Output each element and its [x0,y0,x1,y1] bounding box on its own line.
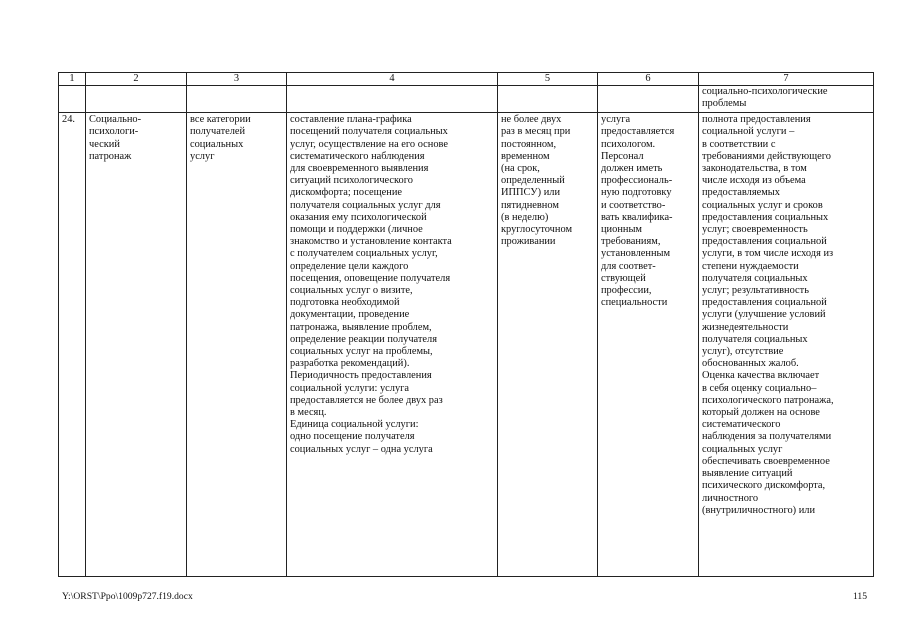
cell-text-line: услуг), отсутствие [702,346,784,358]
row-number-cell [59,113,86,577]
cell-text-line: помощи и поддержки (личное [290,224,423,236]
cell-text-line: Единица социальной услуги: [290,419,419,431]
cell-text-line: составление плана-графика [290,114,412,126]
cell-text-line: ствующей [601,272,646,284]
cell-text-line: услуг; своевременность [702,224,808,236]
cell-text-line: который должен на основе [702,407,820,419]
cell-text-line: разработка рекомендаций). [290,358,410,370]
column-number-5: 5 [498,73,598,86]
cell-text-line: социальных услуг на проблемы, [290,346,433,358]
footer-page-number: 115 [852,591,867,602]
cell-text-line: определение цели каждого [290,260,409,272]
cell-text-line: предоставления социальной [702,297,827,309]
cell-text-line: определение реакции получателя [290,333,438,345]
recipients-cell [187,113,287,577]
cell-text-line: ситуаций психологического [290,175,413,187]
cell-text-line: посещений получателя социальных [290,126,448,138]
continuation-cell-2 [86,86,187,113]
services-table [58,72,874,577]
cell-text-line: обоснованных жалоб. [702,358,799,370]
column-number-1: 1 [59,73,86,86]
cell-text-line: социальных услуг и сроков [702,199,823,211]
cell-text-line: социальных услуг – одна услуга [290,443,433,455]
cell-text-line: систематического наблюдения [290,150,425,162]
cell-text-line: услуги, в том числе исходя из [702,248,834,260]
cell-text-line: круглосуточном [501,224,573,236]
continuation-cell-5 [498,86,598,113]
cell-text-line: требованиям, [601,236,661,248]
cell-text-line: услуга [601,114,631,126]
cell-text-line: психологом. [601,138,656,150]
cell-text-line: услуг; результативность [702,285,809,297]
cell-text-line: предоставления социальных [702,211,829,223]
cell-text-line: профессии, [601,285,652,297]
cell-text-line: Персонал [601,150,644,162]
cell-text-line: Периодичность предоставления [290,370,432,382]
cell-text-line: социальных услуг о визите, [290,285,413,297]
cell-text-line: специальности [601,297,668,309]
cell-text-line: пятидневном [501,199,559,211]
column-number-4: 4 [287,73,498,86]
cell-text-line: Социально- [89,114,142,126]
column-number-2: 2 [86,73,187,86]
cell-text-line: услуги (улучшение условий [702,309,826,321]
cell-text-line: ческий [89,138,120,150]
footer-file-path: Y:\ORST\Ppo\1009p727.f19.docx [62,591,193,602]
cell-text-line: и соответство- [601,199,666,211]
continuation-cell-4 [287,86,498,113]
cell-text-line: получателя социальных [702,272,808,284]
cell-text-line: предоставляется [601,126,675,138]
cell-text-line: получателя социальных [702,333,808,345]
cell-text-line: для своевременного выявления [290,163,429,175]
cell-text-line: предоставляется не более двух раз [290,394,443,406]
cell-text-line: вать квалифика- [601,211,673,223]
cell-text-line: посещения, оповещение получателя [290,272,451,284]
column-number-row [59,73,874,86]
cell-text-line: наблюдения за получателями [702,431,832,443]
cell-text-line: Оценка качества включает [702,370,820,382]
cell-text-line: профессиональ- [601,175,673,187]
cell-text-line: одно посещение получателя [290,431,415,443]
cell-text-line: выявление ситуаций [702,468,793,480]
cell-text-line: (в неделю) [501,211,549,223]
cell-text-line: социальных услуг [702,443,783,455]
terms-cell [498,113,598,577]
cell-text-line: должен иметь [601,163,663,175]
cell-text-line: с получателем социальных услуг, [290,248,438,260]
cell-text-line: степени нуждаемости [702,260,799,272]
continuation-cell-1 [59,86,86,113]
quality-indicators-cell [699,113,874,577]
cell-text-line: установленным [601,248,671,260]
table-row [59,113,874,577]
cell-text-line: документации, проведение [290,309,410,321]
cell-text-line: законодательства, в том [702,163,807,175]
cell-text-line: числе исходя из объема [702,175,806,187]
cell-text-line: патронажа, выявление проблем, [290,321,432,333]
cell-text-line: дискомфорта; посещение [290,187,403,199]
cell-text-line: жизнедеятельности [702,321,789,333]
cell-text-line: патронаж [89,150,132,162]
cell-text-line: оказания ему психологической [290,211,427,223]
cell-text-line: систематического [702,419,781,431]
column-number-7: 7 [699,73,874,86]
cell-text-line: в месяц. [290,407,327,419]
cell-text-line: обеспечивать своевременное [702,455,830,467]
cell-text-line: требованиями действующего [702,150,831,162]
cell-text-line: не более двух [501,114,562,126]
continuation-cell-7 [699,86,874,113]
cell-text-line: психического дискомфорта, [702,480,826,492]
cell-text-line: социальной услуги – [702,126,795,138]
service-description-cell [287,113,498,577]
cell-text-line: предоставляемых [702,187,780,199]
cell-text-line: социально-психологические [702,86,828,98]
cell-text-line: ИППСУ) или [501,187,561,199]
column-number-6: 6 [598,73,699,86]
service-name-cell [86,113,187,577]
cell-text-line: предоставления социальной [702,236,827,248]
cell-text-line: (внутриличностного) или [702,504,816,516]
cell-text-line: социальных [190,138,244,150]
cell-text-line: психологического патронажа, [702,394,834,406]
cell-text-line: определенный [501,175,565,187]
cell-text-line: знакомство и установление контакта [290,236,452,248]
cell-text-line: постоянном, [501,138,557,150]
cell-text-line: ную подготовку [601,187,672,199]
cell-text-line: получателей [190,126,246,138]
continuation-row [59,86,874,113]
cell-text-line: социальной услуги: услуга [290,382,410,394]
cell-text-line: услуг [190,150,215,162]
conditions-cell [598,113,699,577]
cell-text-line: получателя социальных услуг для [290,199,441,211]
cell-text-line: (на срок, [501,163,540,175]
cell-text-line: подготовка необходимой [290,297,400,309]
cell-text-line: полнота предоставления [702,114,811,126]
continuation-cell-3 [187,86,287,113]
cell-text-line: услуг, осуществление на его основе [290,138,448,150]
cell-text-line: психологи- [89,126,139,138]
cell-text-line: проблемы [702,98,747,110]
cell-text-line: проживании [501,236,556,248]
cell-text-line: временном [501,150,550,162]
cell-text-line: в себя оценку социально– [702,382,817,394]
cell-text-line: раз в месяц при [501,126,571,138]
row-number: 24. [62,114,75,126]
cell-text-line: в соответствии с [702,138,776,150]
continuation-cell-6 [598,86,699,113]
cell-text-line: для соответ- [601,260,656,272]
cell-text-line: ционным [601,224,642,236]
cell-text-line: личностного [702,492,759,504]
cell-text-line: все категории [190,114,251,126]
column-number-3: 3 [187,73,287,86]
